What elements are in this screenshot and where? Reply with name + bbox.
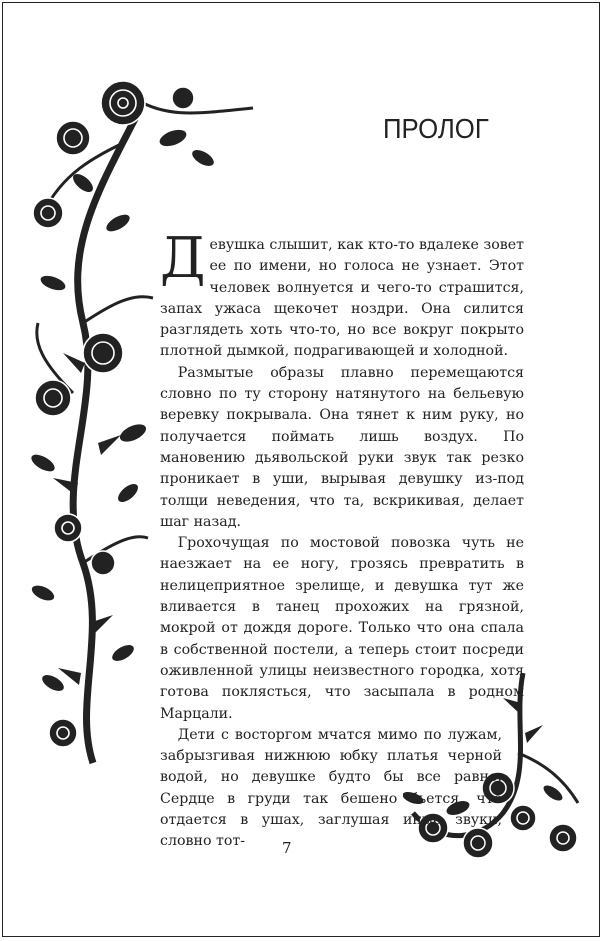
paragraph: Дети с восторгом мчатся мимо по лужам, забрызгивая нижнюю юбку платья черной водой, но девушке будто бы все равно. Сердце в груди так бешено бьется, что отдается в ушах, заглушая иные звуки, словно тот- <box>160 726 502 850</box>
paragraph: Размытые образы плавно перемещаются словно по ту сторону натянутого на бельевую веревку покрывала. Она тянет к ним руку, но получается поймать лишь воздух. По мановению дьявольской руки звук так резко проникает в уши, вырывая девушку из-под толщи неведения, что та, вскрикивая, делает шаг назад. <box>160 364 524 530</box>
paragraph <box>160 226 524 363</box>
paragraph: Грохочущая по мостовой повозка чуть не наезжает на ее ногу, грозясь превратить в нелицеприятное зрелище, и девушка тут же вливается в танец прохожих на грязной, мокрой от дождя дороге. Только что она спала в собственной постели, а теперь стоит посреди оживленной улицы неизвестного городка, хотя готова поклясться, что засыпала в родном Марцали. <box>160 535 524 722</box>
body-text <box>160 226 524 853</box>
page-number: 7 <box>282 839 292 857</box>
book-page <box>2 2 600 937</box>
paragraph-text: евушка слышит, как кто-то вдалеке зовет ее по имени, но голоса не узнает. Этот человек волнуется и чего-то страшится, запах ужаса щекочет ноздри. Она силится разглядеть хоть что-то, но все вокруг покрыто плотной дымкой, подрагивающей и холодной. <box>160 237 524 360</box>
chapter-title: ПРОЛОГ <box>383 113 489 144</box>
drop-cap: Д <box>160 226 206 291</box>
